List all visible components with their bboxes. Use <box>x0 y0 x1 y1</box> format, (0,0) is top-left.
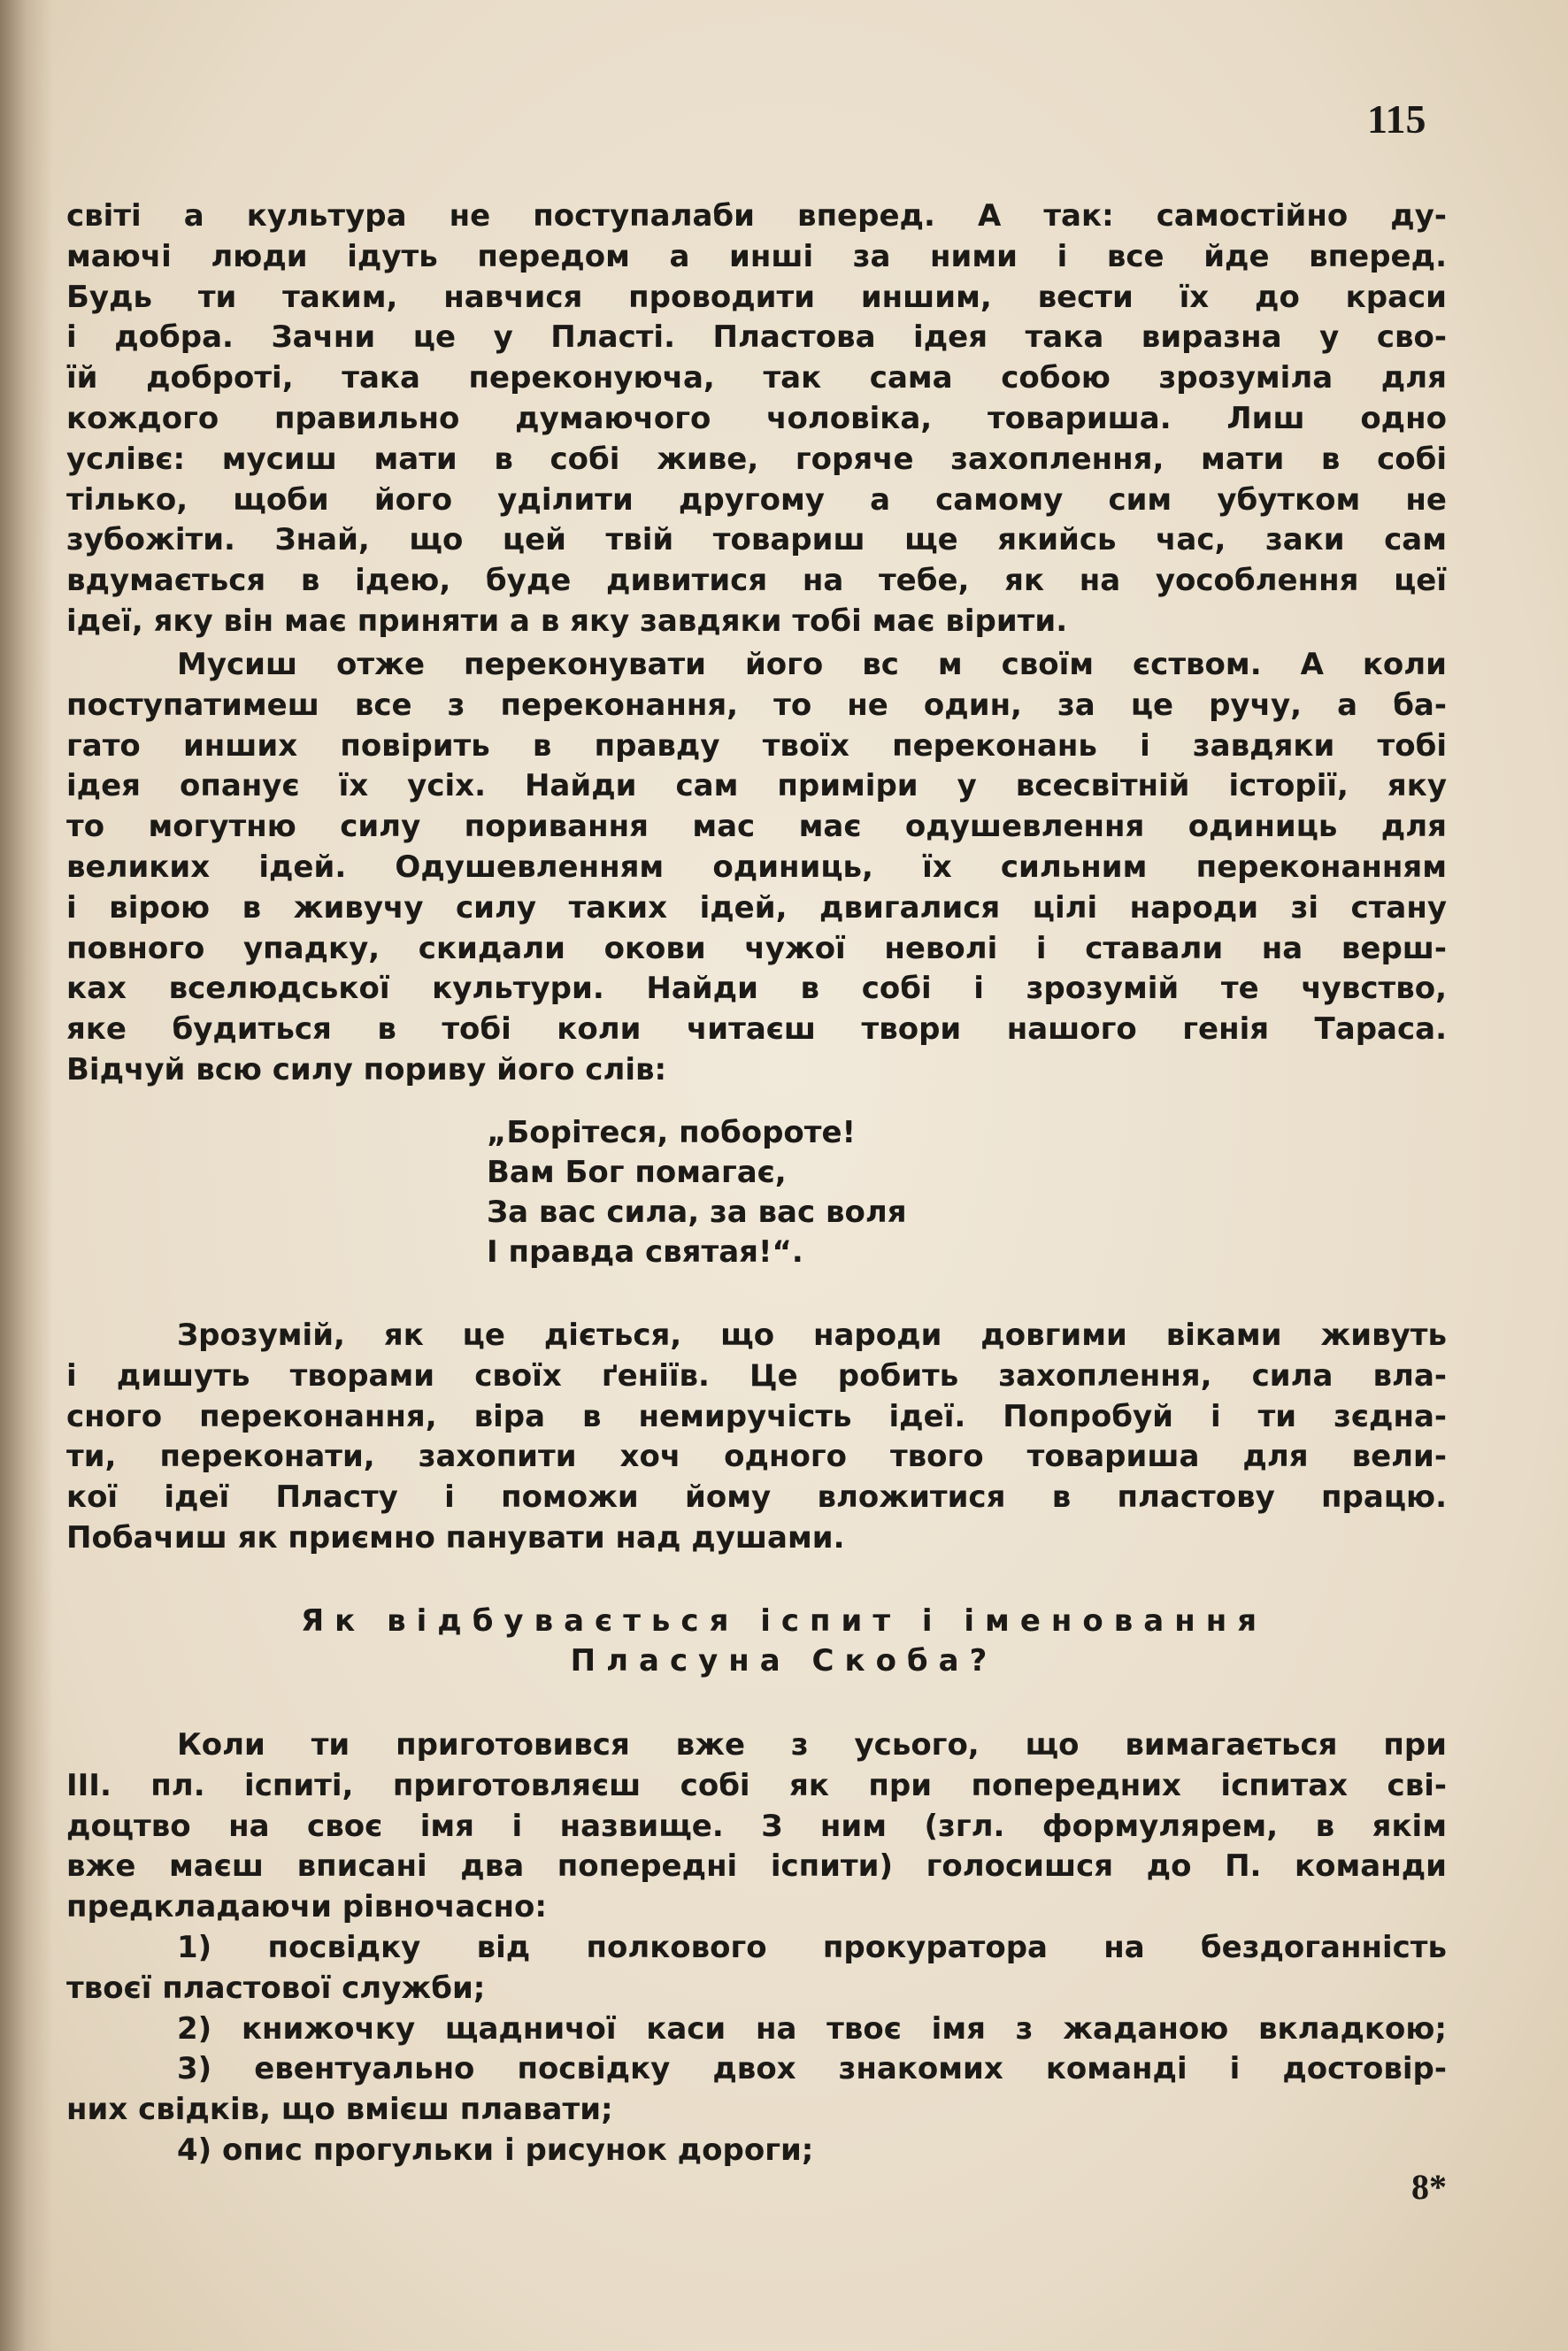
poem-quote <box>487 1113 907 1272</box>
text-line: вдумається в ідею, буде дивитися на тебе, як на уособлення цеї <box>66 563 1447 599</box>
text-line: них свідків, що вмієш плавати; <box>66 2092 613 2128</box>
text-line: Зрозумій, як це діється, що народи довгими віками живуть <box>177 1318 1447 1353</box>
text-line: тілько, щоби його уділити другому а самому сим убутком не <box>66 481 1447 518</box>
heading-line: Як відбувається іспит і іменовання <box>300 1603 1268 1639</box>
section-heading <box>0 1602 1568 1681</box>
text-line: твоєї пластової служби; <box>66 1970 486 2006</box>
text-line: і добра. Зачни це у Пласті. Пластова ідея така виразна у сво- <box>66 319 1447 356</box>
list-item: 1) посвідку від полкового прокуратора на бездоганність <box>177 1929 1447 1965</box>
text-line: Мусиш отже переконувати його вс м своїм єством. А коли <box>177 647 1447 682</box>
text-line: кої ідеї Пласту і поможи йому вложитися в пластову працю. <box>66 1479 1447 1516</box>
paragraph-3 <box>66 1316 1447 1559</box>
text-line: зубожіти. Знай, що цей твій товариш ще якийсь час, заки сам <box>66 522 1447 558</box>
text-line: ідеї, яку він має приняти а в яку завдяки тобі має вірити. <box>66 603 1068 639</box>
text-line: III. пл. іспиті, приготовляєш собі як при попередних іспитах сві- <box>66 1767 1447 1803</box>
text-line: Коли ти приготовився вже з усього, що вимагається при <box>177 1727 1447 1763</box>
text-line: предкладаючи рівночасно: <box>66 1889 547 1925</box>
text-line: маючі люди ідуть передом а инші за ними і все йде вперед. <box>66 238 1447 274</box>
paragraph-1 <box>66 196 1447 642</box>
list-item: 3) евентуально посвідку двох знакомих команді і достовір- <box>177 2051 1447 2087</box>
list-item: 2) книжочку щадничої каси на твоє імя з жаданою вкладкою; <box>177 2010 1447 2047</box>
paragraph-2 <box>66 645 1447 1091</box>
poem-line: За вас сила, за вас воля <box>487 1195 907 1230</box>
text-line: кождого правильно думаючого чоловіка, товариша. Лиш одно <box>66 400 1447 436</box>
paragraph-4 <box>66 1725 1447 2171</box>
list-item: 4) опис прогульки і рисунок дороги; <box>177 2132 814 2168</box>
text-line: і вірою в живучу силу таких ідей, двигалися цілі народи зі стану <box>66 889 1447 926</box>
binding-shadow <box>0 0 53 2351</box>
text-line: поступатимеш все з переконання, то не один, за це ручу, а ба- <box>66 687 1447 723</box>
text-line: ках вселюдської культури. Найди в собі і зрозумій те чувство, <box>66 971 1447 1007</box>
text-line: вже маєш вписані два попередні іспити) голосишся до П. команди <box>66 1848 1447 1885</box>
text-line: великих ідей. Одушевленням одиниць, їх сильним переконанням <box>66 849 1447 885</box>
poem-line: Вам Бог помагає, <box>487 1155 787 1190</box>
text-line: світі а культура не поступалаби вперед. А так: самостійно ду- <box>66 198 1447 234</box>
poem-line: „Борітеся, поборотe! <box>487 1115 857 1150</box>
text-line: ідея опанує їх усіх. Найди сам приміри у всесвітній історії, яку <box>66 768 1447 804</box>
text-line: услівє: мусиш мати в собі живе, горяче захоплення, мати в собі <box>66 441 1447 477</box>
text-line: ти, переконати, захопити хоч одного твого товариша для вели- <box>66 1439 1447 1475</box>
poem-line: І правда святая!“. <box>487 1234 803 1270</box>
text-line: то могутню силу поривання мас має одушевлення одиниць для <box>66 809 1447 845</box>
text-line: гато инших повірить в правду твоїх переконань і завдяки тобі <box>66 727 1447 764</box>
text-line: Побачиш як приємно панувати над душами. <box>66 1519 845 1556</box>
text-line: повного упадку, скидали окови чужої неволі і ставали на верш- <box>66 930 1447 966</box>
text-line: і дишуть творами своїх ґеніїв. Це робить захоплення, сила вла- <box>66 1357 1447 1394</box>
text-line: сного переконання, віра в немиручість ідеї. Попробуй і ти зєдна- <box>66 1398 1447 1434</box>
signature-mark: 8* <box>1411 2167 1447 2207</box>
page-number: 115 <box>1367 96 1426 142</box>
text-line: Будь ти таким, навчися проводити иншим, вести їх до краси <box>66 279 1447 315</box>
text-line: Відчуй всю силу пориву його слів: <box>66 1051 667 1087</box>
text-line: їй доброті, така переконуюча, так сама собою зрозуміла для <box>66 360 1447 396</box>
heading-line: Пласуна Скоба? <box>570 1643 998 1679</box>
text-line: доцтво на своє імя і назвище. З ним (згл. формулярем, в якім <box>66 1808 1447 1844</box>
text-line: яке будиться в тобі коли читаєш твори нашого генія Тараса. <box>66 1011 1447 1048</box>
